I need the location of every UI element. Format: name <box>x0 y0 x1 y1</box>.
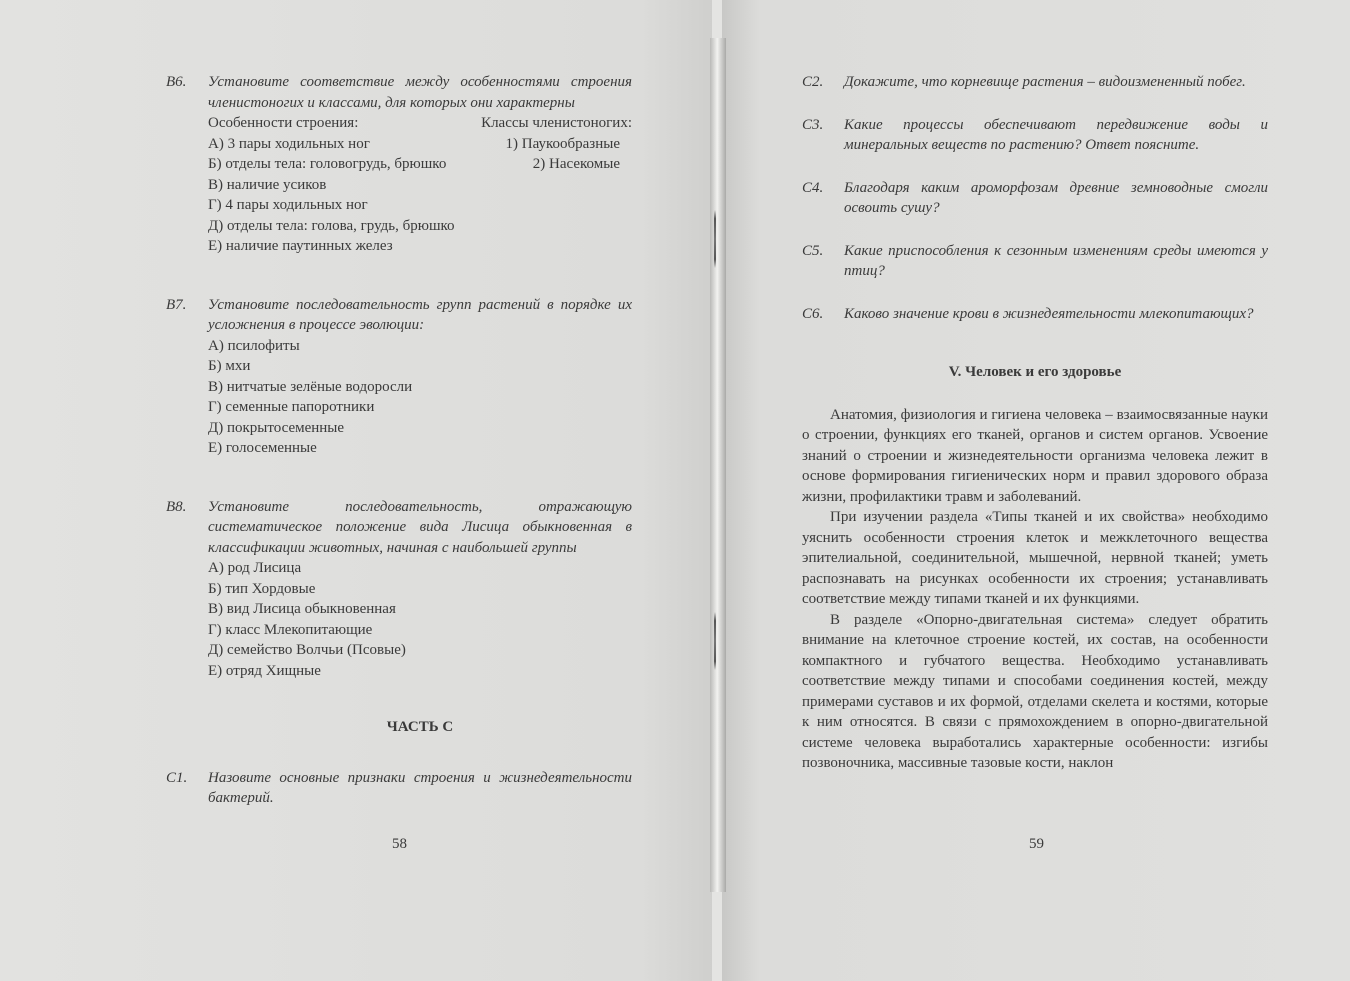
right-page-text <box>802 72 1268 774</box>
question-text: Установите соответствие между особенностями строения членистоногих и классами, для которых они характерны <box>208 74 632 111</box>
column-headers <box>208 113 632 134</box>
binding-stitch <box>712 210 718 268</box>
question-b6 <box>166 72 632 257</box>
question-number: В7. <box>166 296 187 313</box>
question-text: Какие приспособления к сезонным изменениям среды имеются у птиц? <box>844 242 1268 279</box>
body-paragraph: В разделе «Опорно-двигательная система» следует обратить внимание на клеточное строение костей, их состав, на особенности компактного и губчатого вещества. Необходимо устанавливать соответствие между типами и способами соединения костей, между примерами суставов и их формой, отделами скелета и костями, которые к ним относятся. В связи с прямохождением в опорно-двигательной системе человека выработались характерные особенности: изгибы позвоночника, массивные тазовые кости, наклон <box>802 611 1268 771</box>
question-number: С4. <box>802 179 824 196</box>
match-row <box>208 154 632 175</box>
question-c4 <box>802 178 1268 219</box>
feature-option: Д) отделы тела: голова, грудь, брюшко <box>208 217 455 234</box>
answer-option: А) род Лисица <box>208 560 302 576</box>
class-option: 1) Паукообразные <box>505 135 620 152</box>
question-text: Благодаря каким ароморфозам древние земноводные смогли освоить сушу? <box>844 179 1268 216</box>
question-text: Установите последовательность, отражающую систематическое положение вида Лисица обыкновенная в классификации животных, начиная с наибольшей группы <box>208 498 632 556</box>
binding-stitch <box>712 612 718 670</box>
answer-option: В) нитчатые зелёные водоросли <box>208 378 413 395</box>
match-row <box>208 134 632 155</box>
question-c1 <box>166 768 632 809</box>
question-b8 <box>166 497 632 682</box>
left-page-text <box>166 72 632 809</box>
answer-option: Б) тип Хордовые <box>208 580 316 597</box>
question-number: С6. <box>802 305 824 322</box>
answer-option: Г) семенные папоротники <box>208 399 375 415</box>
answer-option: В) вид Лисица обыкновенная <box>208 601 396 617</box>
page-number: 58 <box>392 836 407 852</box>
question-c2 <box>802 72 1268 93</box>
question-text: Назовите основные признаки строения и жизнедеятельности бактерий. <box>208 769 632 806</box>
answer-option: Е) голосеменные <box>208 440 317 456</box>
book-gutter <box>710 38 726 892</box>
answer-option: Г) класс Млекопитающие <box>208 621 373 638</box>
body-paragraph: При изучении раздела «Типы тканей и их свойства» необходимо уяснить особенности строения клеток и межклеточного вещества эпителиальной, соединительной, мышечной, нервной тканей; уметь распознавать на рисунках особенности их строения; устанавливать соответствие между типами тканей и их функциями. <box>802 509 1268 607</box>
column-header: Особенности строения: <box>208 115 359 131</box>
question-c3 <box>802 115 1268 156</box>
answer-option: Е) отряд Хищные <box>208 662 321 679</box>
feature-option: Г) 4 пары ходильных ног <box>208 197 368 213</box>
answer-option: Б) мхи <box>208 358 251 374</box>
feature-option: Е) наличие паутинных желез <box>208 238 393 254</box>
question-c5 <box>802 241 1268 282</box>
body-paragraph: Анатомия, физиология и гигиена человека – взаимосвязанные науки о строении, функциях его тканей, органов и систем органов. Усвоение знаний о строении и жизнедеятельности организма человека лежит в основе формирования гигиенических норм и правил здорового образа жизни, профилактики травм и заболеваний. <box>802 406 1268 505</box>
feature-option: В) наличие усиков <box>208 176 327 193</box>
class-option: 2) Насекомые <box>532 156 620 172</box>
answer-option: А) псилофиты <box>208 337 300 354</box>
question-number: В6. <box>166 74 187 90</box>
question-number: С5. <box>802 242 824 259</box>
question-number: С2. <box>802 74 824 90</box>
question-text: Докажите, что корневище растения – видоизмененный побег. <box>844 74 1246 90</box>
question-text: Установите последовательность групп растений в порядке их усложнения в процессе эволюции: <box>208 296 632 333</box>
question-text: Какие процессы обеспечивают передвижение воды и минеральных веществ по растению? Ответ поясните. <box>844 116 1268 153</box>
section-heading: V. Человек и его здоровье <box>948 364 1122 380</box>
question-number: С1. <box>166 769 188 786</box>
column-header: Классы членистоногих: <box>481 115 632 131</box>
question-c6 <box>802 304 1268 325</box>
part-heading: ЧАСТЬ С <box>386 719 454 735</box>
question-b7 <box>166 295 632 459</box>
question-text: Каково значение крови в жизнедеятельности млекопитающих? <box>844 305 1254 322</box>
feature-option: А) 3 пары ходильных ног <box>208 135 370 152</box>
answer-option: Д) семейство Волчьи (Псовые) <box>208 642 406 658</box>
answer-option: Д) покрытосеменные <box>208 419 345 436</box>
page-number: 59 <box>1029 836 1044 852</box>
question-number: С3. <box>802 116 824 133</box>
question-number: В8. <box>166 498 187 515</box>
feature-option: Б) отделы тела: головогрудь, брюшко <box>208 156 447 172</box>
